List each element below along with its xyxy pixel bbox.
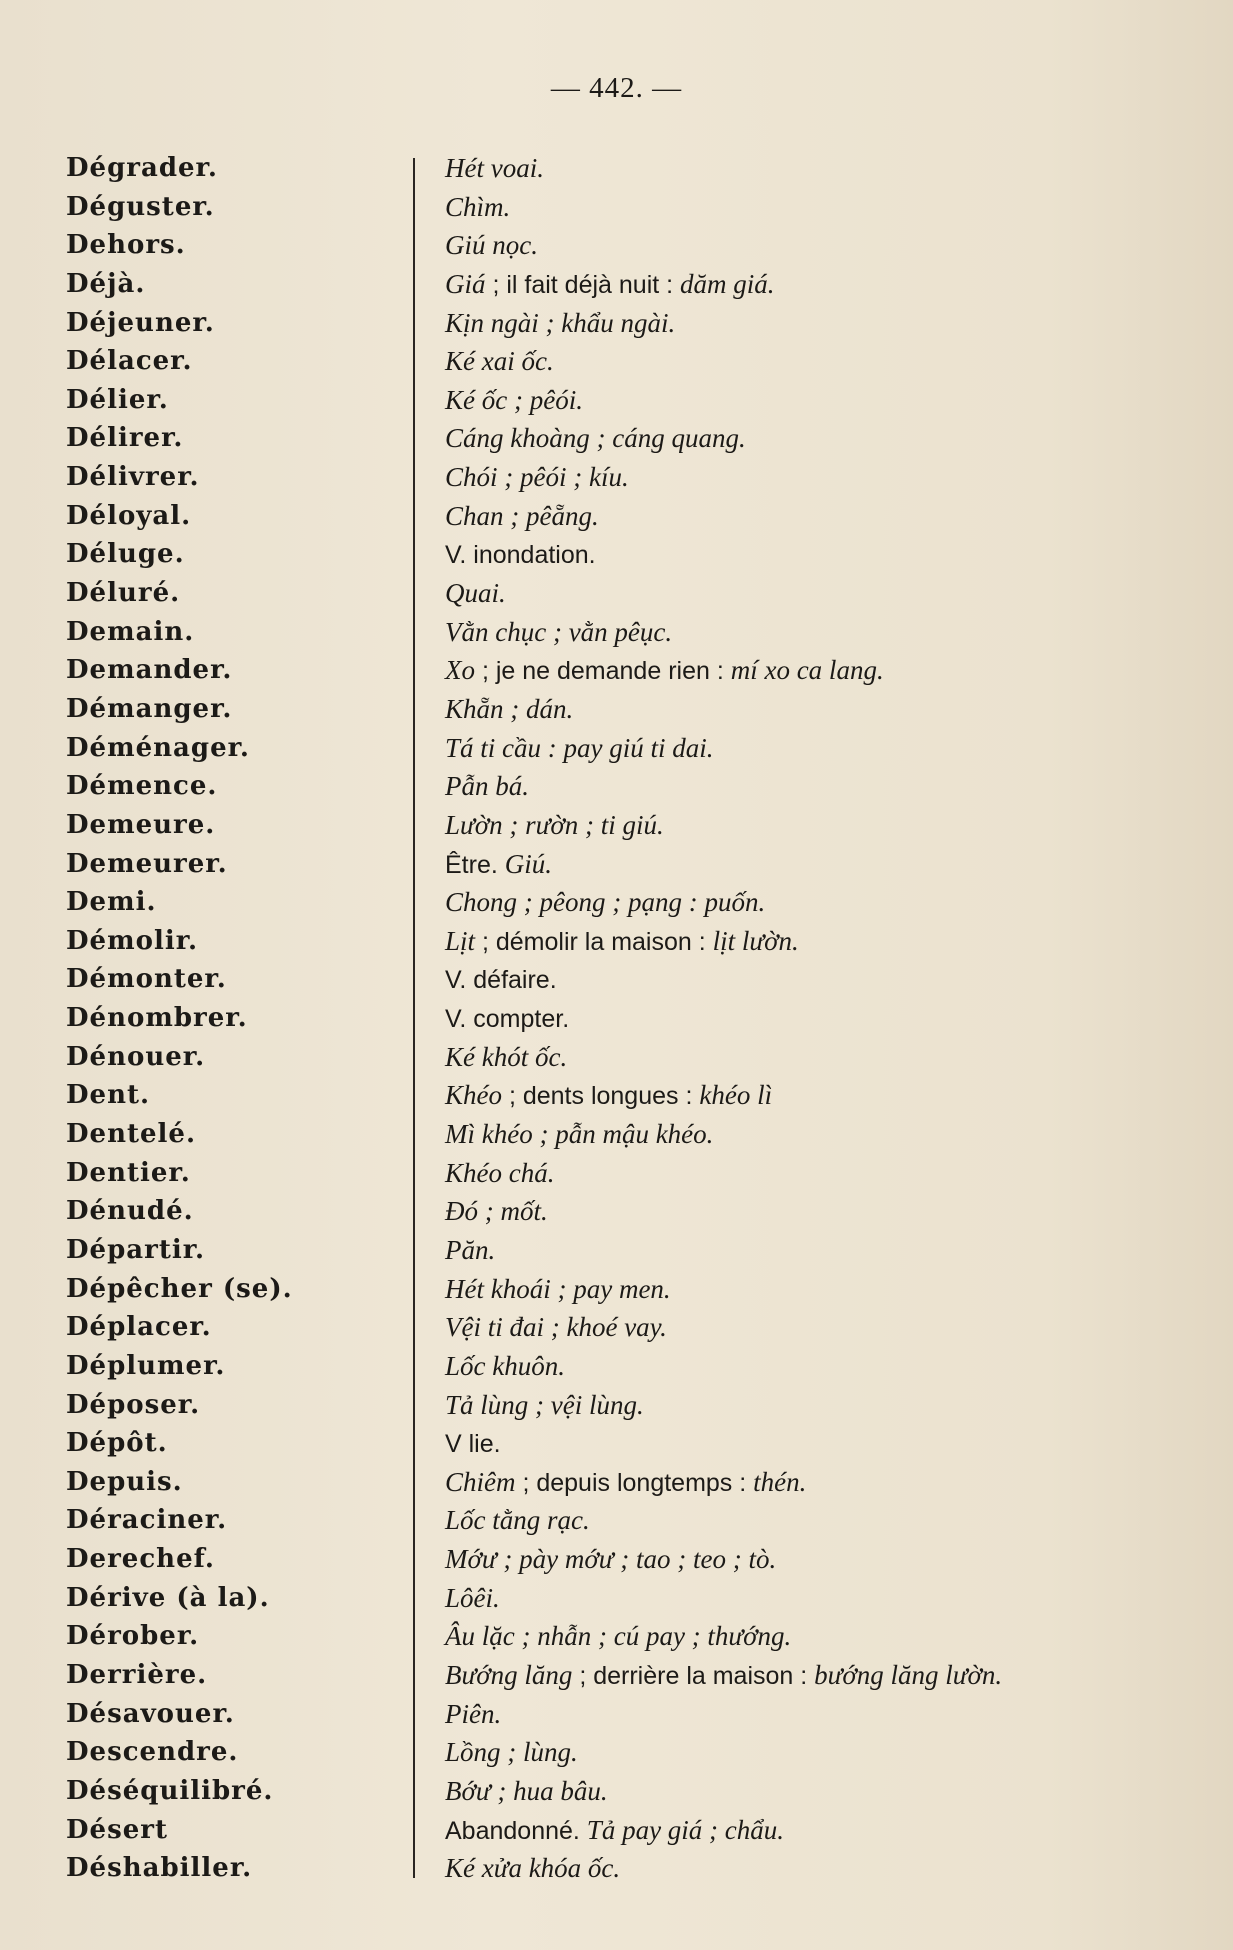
entry-row [0, 1501, 1233, 1540]
vernacular-text: Tả lùng ; vệi lùng. [445, 1389, 644, 1420]
translation [445, 613, 672, 651]
translation [445, 1733, 578, 1771]
headword: Dénouer. [66, 1041, 206, 1072]
french-text: Être. [445, 850, 505, 879]
headword: Demeurer. [66, 848, 228, 879]
translation [445, 304, 675, 342]
translation [445, 1617, 791, 1655]
vernacular-text: Đó ; mốt. [445, 1196, 548, 1227]
entry-row [0, 419, 1233, 458]
headword: Derrière. [66, 1659, 208, 1690]
vernacular-text: Chói ; pêói ; kíu. [445, 462, 629, 493]
vernacular-text: Khẵn ; dán. [445, 693, 574, 724]
vernacular-text: Lịt [445, 925, 476, 956]
entry-list [0, 149, 1233, 1888]
translation [445, 1579, 500, 1617]
translation [445, 1347, 565, 1385]
vernacular-text: Hét khoái ; pay men. [445, 1273, 671, 1304]
vernacular-text: Mì khéo ; pẫn mậu khéo. [445, 1119, 714, 1150]
entry-row [0, 1617, 1233, 1656]
entry-row [0, 922, 1233, 961]
headword: Délirer. [66, 423, 184, 454]
vernacular-text: Lồng ; lùng. [445, 1737, 578, 1768]
entry-row [0, 767, 1233, 806]
translation [445, 690, 573, 728]
translation [445, 806, 664, 844]
vernacular-text: Khéo chá. [445, 1157, 555, 1188]
entry-row [0, 1424, 1233, 1463]
headword: Délacer. [66, 346, 193, 377]
entry-row [0, 1579, 1233, 1618]
headword: Descendre. [66, 1737, 239, 1768]
vernacular-text: Lôêi. [445, 1582, 500, 1613]
headword: Déloyal. [66, 500, 192, 531]
entry-row [0, 574, 1233, 613]
vernacular-text: Lốc khuôn. [445, 1350, 565, 1381]
vernacular-text: Lốc tằng rạc. [445, 1505, 590, 1536]
translation [445, 1308, 667, 1346]
vernacular-text: Bướng lăng [445, 1659, 573, 1690]
headword: Déplacer. [66, 1312, 212, 1343]
translation [445, 381, 583, 419]
vernacular-text: Păn. [445, 1234, 496, 1265]
entry-row [0, 845, 1233, 884]
entry-row [0, 1115, 1233, 1154]
entry-row [0, 535, 1233, 574]
vernacular-text: Vệi ti đai ; khoé vay. [445, 1312, 667, 1343]
vernacular-text: Âu lặc ; nhẫn ; cú pay ; thướng. [445, 1621, 792, 1652]
vernacular-text: Ké ốc ; pêói. [445, 384, 583, 415]
french-text: ; depuis longtemps : [515, 1468, 754, 1497]
headword: Désert [66, 1814, 168, 1845]
vernacular-text: Mớư ; pày mớư ; tao ; teo ; tò. [445, 1544, 777, 1575]
entry-row [0, 1154, 1233, 1193]
headword: Demi. [66, 887, 157, 918]
entry-row [0, 690, 1233, 729]
french-text: ; il fait déjà nuit : [485, 270, 681, 299]
headword: Dérober. [66, 1621, 200, 1652]
headword: Dénombrer. [66, 1003, 248, 1034]
entry-row [0, 149, 1233, 188]
entry-row [0, 1656, 1233, 1695]
headword: Déluge. [66, 539, 185, 570]
french-text: V. compter. [445, 1005, 570, 1034]
headword: Déjà. [66, 268, 146, 299]
translation [445, 188, 510, 226]
translation [445, 1463, 806, 1502]
headword: Dentelé. [66, 1119, 197, 1150]
vernacular-text: lịt lườn. [712, 925, 799, 956]
translation [445, 1656, 1002, 1695]
vernacular-text: Giú nọc. [445, 230, 538, 261]
translation [445, 1772, 608, 1810]
headword: Démolir. [66, 925, 199, 956]
headword: Depuis. [66, 1466, 183, 1497]
vernacular-text: Ké xửa khóa ốc. [445, 1853, 621, 1884]
entry-row [0, 729, 1233, 768]
entry-row [0, 1772, 1233, 1811]
headword: Démonter. [66, 964, 227, 995]
entry-row [0, 613, 1233, 652]
entry-row [0, 1849, 1233, 1888]
entry-row [0, 1038, 1233, 1077]
translation [445, 999, 569, 1038]
vernacular-text: Giá [445, 268, 486, 299]
translation [445, 1849, 620, 1887]
translation [445, 342, 554, 380]
translation [445, 883, 765, 921]
headword: Désavouer. [66, 1698, 235, 1729]
headword: Délier. [66, 384, 169, 415]
entry-row [0, 960, 1233, 999]
headword: Départir. [66, 1234, 206, 1265]
vernacular-text: Ké xai ốc. [445, 346, 554, 377]
vernacular-text: Tá ti cầu : pay giú ti dai. [445, 732, 714, 763]
vernacular-text: Chan ; pêẵng. [445, 500, 599, 531]
vernacular-text: Chìm. [445, 191, 511, 222]
translation [445, 265, 775, 304]
translation [445, 149, 544, 187]
entry-row [0, 1076, 1233, 1115]
french-text: Abandonné. [445, 1816, 587, 1845]
entry-row [0, 1463, 1233, 1502]
french-text: V lie. [445, 1430, 501, 1459]
vernacular-text: Tả pay giá ; chẩu. [586, 1814, 785, 1845]
entry-row [0, 1347, 1233, 1386]
vernacular-text: bướng lăng lườn. [814, 1659, 1003, 1690]
translation [445, 1811, 784, 1850]
headword: Dehors. [66, 230, 186, 261]
headword: Déraciner. [66, 1505, 228, 1536]
entry-row [0, 342, 1233, 381]
entry-row [0, 1540, 1233, 1579]
french-text: ; je ne demande rien : [475, 657, 731, 686]
translation [445, 1424, 501, 1463]
translation [445, 1076, 772, 1115]
headword: Déménager. [66, 732, 250, 763]
headword: Dépôt. [66, 1428, 168, 1459]
translation [445, 845, 552, 884]
vernacular-text: mí xo ca lang. [730, 655, 884, 686]
translation [445, 729, 713, 767]
entry-row [0, 1695, 1233, 1734]
vernacular-text: dăm giá. [680, 268, 775, 299]
headword: Demeure. [66, 809, 216, 840]
vernacular-text: Cáng khoàng ; cáng quang. [445, 423, 746, 454]
entry-row [0, 883, 1233, 922]
entry-row [0, 999, 1233, 1038]
translation [445, 960, 557, 999]
entry-row [0, 188, 1233, 227]
vernacular-text: Chong ; pêong ; pạng : puốn. [445, 887, 766, 918]
entry-row [0, 651, 1233, 690]
vernacular-text: khéo lì [699, 1080, 773, 1111]
french-text: ; démolir la maison : [475, 927, 713, 956]
french-text: ; dents longues : [502, 1082, 700, 1111]
translation [445, 1231, 495, 1269]
entry-row [0, 226, 1233, 265]
entry-row [0, 1733, 1233, 1772]
vernacular-text: Chiêm [445, 1466, 516, 1497]
entry-row [0, 304, 1233, 343]
headword: Déséquilibré. [66, 1775, 274, 1806]
french-text: ; derrière la maison : [572, 1661, 815, 1690]
translation [445, 922, 799, 961]
translation [445, 1540, 776, 1578]
headword: Démence. [66, 771, 218, 802]
vernacular-text: Giú. [504, 848, 552, 879]
vernacular-text: Quai. [445, 578, 506, 609]
vernacular-text: thén. [753, 1466, 807, 1497]
entry-row [0, 381, 1233, 420]
page-number: — 442. — [550, 72, 683, 104]
vernacular-text: Kịn ngài ; khẩu ngài. [445, 307, 676, 338]
translation [445, 1115, 713, 1153]
headword: Dégrader. [66, 153, 218, 183]
vernacular-text: Vằn chục ; vằn pêục. [445, 616, 673, 647]
headword: Déplumer. [66, 1350, 226, 1381]
headword: Déjeuner. [66, 307, 215, 338]
entry-row [0, 1811, 1233, 1850]
translation [445, 1386, 644, 1424]
translation [445, 1154, 554, 1192]
translation [445, 497, 599, 535]
vernacular-text: Piên. [445, 1698, 502, 1729]
translation [445, 535, 596, 574]
french-text: V. défaire. [445, 966, 557, 995]
vernacular-text: Khéo [445, 1080, 502, 1111]
headword: Délivrer. [66, 462, 200, 493]
headword: Démanger. [66, 693, 233, 724]
vernacular-text: Pẫn bá. [445, 771, 529, 802]
headword: Dentier. [66, 1157, 191, 1188]
translation [445, 1192, 548, 1230]
translation [445, 767, 529, 805]
translation [445, 226, 538, 264]
entry-row [0, 1192, 1233, 1231]
entry-row [0, 265, 1233, 304]
translation [445, 1270, 671, 1308]
translation [445, 574, 506, 612]
headword: Déshabiller. [66, 1853, 253, 1884]
headword: Déguster. [66, 191, 215, 222]
vernacular-text: Bớư ; hua bâu. [445, 1775, 608, 1806]
headword: Dépêcher (se). [66, 1273, 293, 1304]
entry-row [0, 1386, 1233, 1425]
french-text: V. inondation. [445, 541, 596, 570]
vernacular-text: Lườn ; rườn ; ti giú. [445, 809, 664, 840]
headword: Dérive (à la). [66, 1582, 270, 1613]
entry-row [0, 1308, 1233, 1347]
vernacular-text: Ké khót ốc. [445, 1041, 568, 1072]
entry-row [0, 458, 1233, 497]
translation [445, 419, 746, 457]
headword: Déposer. [66, 1389, 201, 1420]
translation [445, 1501, 590, 1539]
translation [445, 651, 884, 690]
vernacular-text: Hét voai. [445, 153, 544, 183]
entry-row [0, 1270, 1233, 1309]
headword: Demander. [66, 655, 233, 686]
translation [445, 1038, 567, 1076]
translation [445, 458, 629, 496]
headword: Demain. [66, 616, 195, 647]
entry-row [0, 806, 1233, 845]
headword: Déluré. [66, 578, 181, 609]
translation [445, 1695, 501, 1733]
headword: Derechef. [66, 1544, 215, 1575]
headword: Dénudé. [66, 1196, 194, 1227]
entry-row [0, 497, 1233, 536]
entry-row [0, 1231, 1233, 1270]
headword: Dent. [66, 1080, 151, 1111]
vernacular-text: Xo [445, 655, 475, 686]
